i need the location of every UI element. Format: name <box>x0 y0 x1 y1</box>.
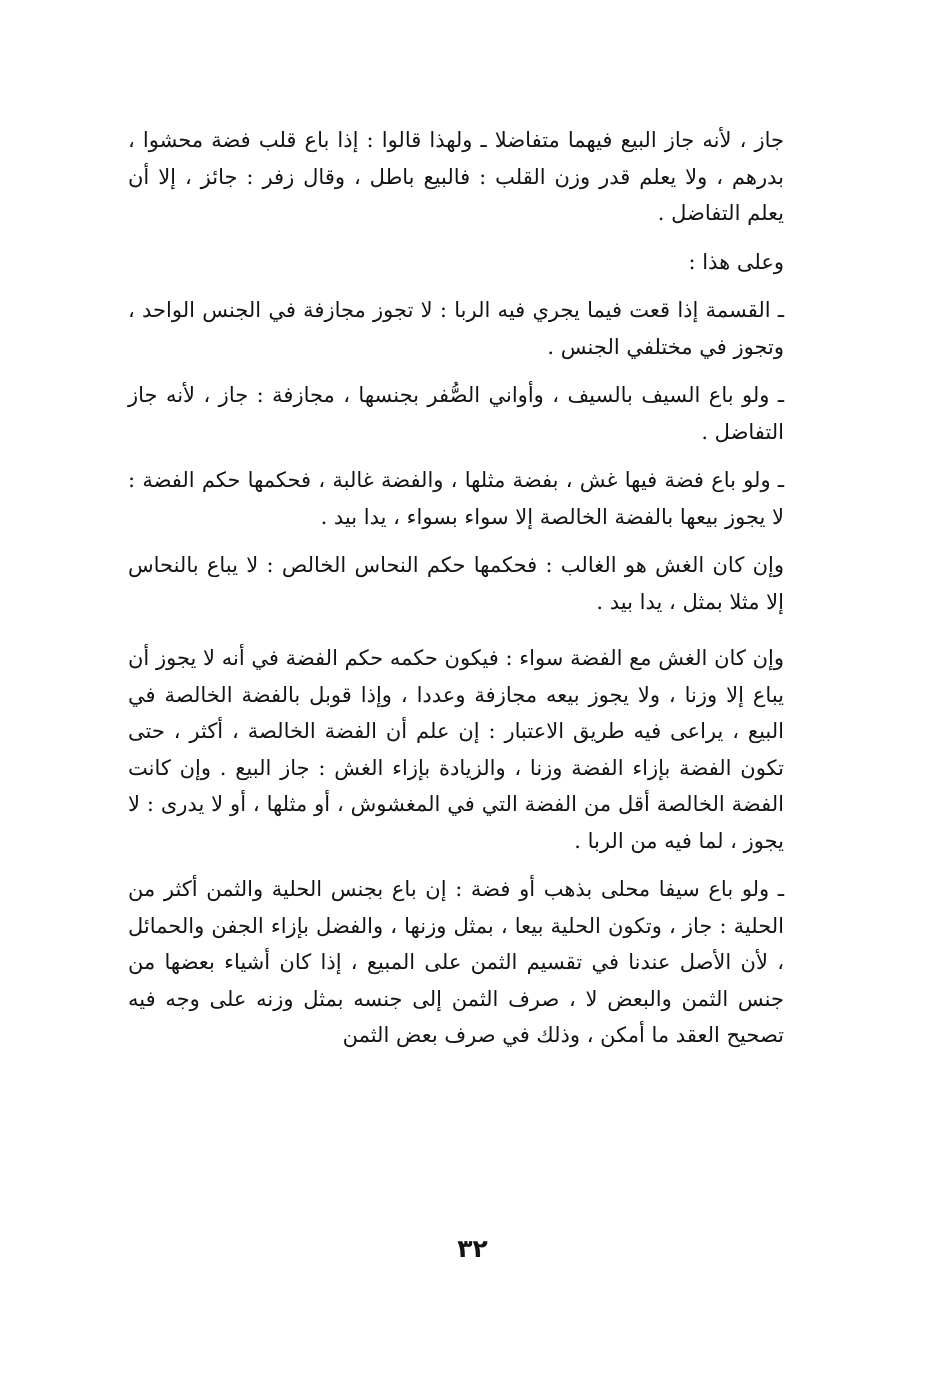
paragraph-7: وإن كان الغش مع الفضة سواء : فيكون حكمه حكم الفضة في أنه لا يجوز أن يباع إلا وزنا ، ولا يجوز بيعه مجازفة وعددا ، وإذا قوبل بالفضة الخالصة في البيع ، يراعى فيه طريق الاعتبار : إن علم أن الفضة الخالصة ، أكثر ، حتى تكون الفضة بإزاء الفضة وزنا ، والزيادة بإزاء الغش : جاز البيع . وإن كانت الفضة الخالصة أقل من الفضة التي في المغشوش ، أو مثلها ، أو لا يدرى : لا يجوز ، لما فيه من الربا . <box>128 646 784 853</box>
page-body <box>128 122 784 1066</box>
paragraph-2: وعلى هذا : <box>688 249 784 274</box>
paragraph-5: ـ ولو باع فضة فيها غش ، بفضة مثلها ، والفضة غالبة ، فحكمها حكم الفضة : لا يجوز بيعها بالفضة الخالصة إلا سواء بسواء ، يدا بيد . <box>128 468 784 529</box>
paragraph-8: ـ ولو باع سيفا محلى بذهب أو فضة : إن باع بجنس الحلية والثمن أكثر من الحلية : جاز ، وتكون الحلية بيعا ، بمثل وزنها ، والفضل بإزاء الجفن والحمائل ، لأن الأصل عندنا في تقسيم الثمن على المبيع ، إذا كان أشياء بعضها من جنس الثمن والبعض لا ، صرف الثمن إلى جنسه بمثل وزنه على وجه فيه تصحيح العقد ما أمكن ، وذلك في صرف بعض الثمن <box>128 877 784 1047</box>
paragraph-1: جاز ، لأنه جاز البيع فيهما متفاضلا ـ ولهذا قالوا : إذا باع قلب فضة محشوا ، بدرهم ، ولا يعلم قدر وزن القلب : فالبيع باطل ، وقال زفر : جائز ، إلا أن يعلم التفاضل . <box>128 128 784 225</box>
paragraph-3: ـ القسمة إذا قعت فيما يجري فيه الربا : لا تجوز مجازفة في الجنس الواحد ، وتجوز في مختلفي الجنس . <box>128 298 784 359</box>
paragraph-4: ـ ولو باع السيف بالسيف ، وأواني الصُّفر بجنسها ، مجازفة : جاز ، لأنه جاز التفاضل . <box>128 383 784 444</box>
paragraph-6: وإن كان الغش هو الغالب : فحكمها حكم النحاس الخالص : لا يباع بالنحاس إلا مثلا بمثل ، يدا بيد . <box>128 553 784 614</box>
page-number: ٣٢ <box>457 1234 488 1263</box>
